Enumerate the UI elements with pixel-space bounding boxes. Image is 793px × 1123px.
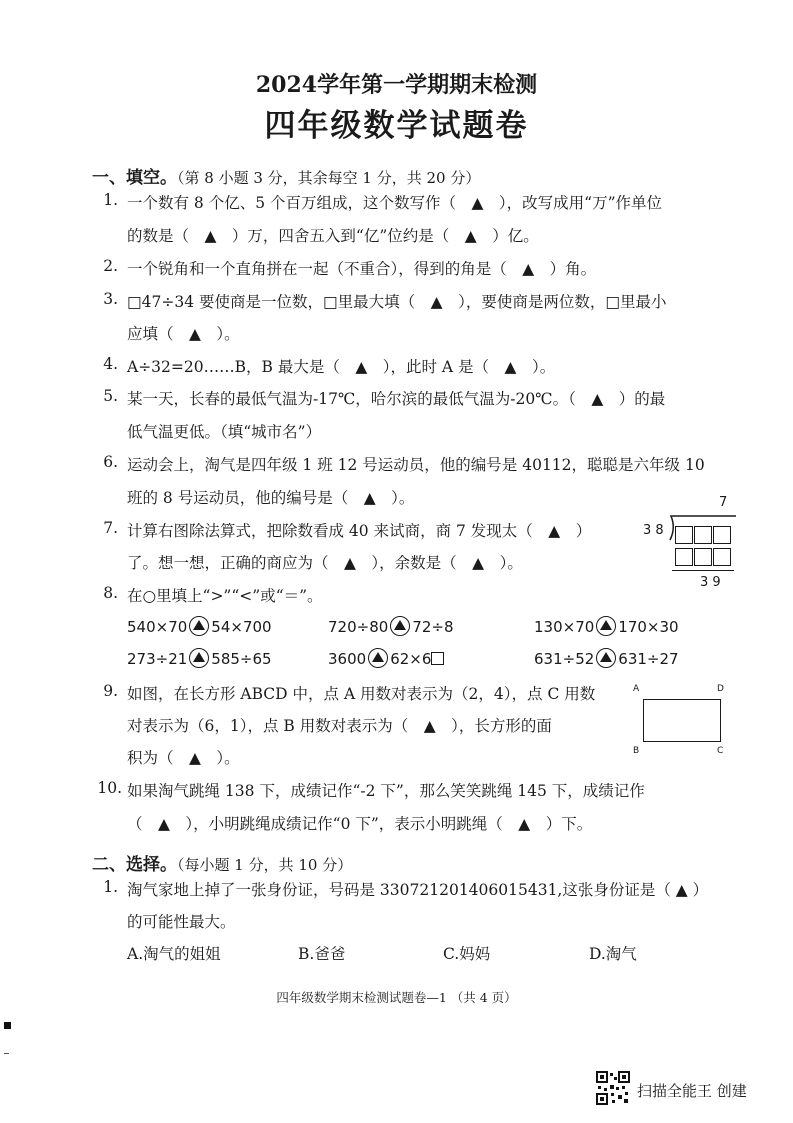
exam-subtitle: 四年级数学试题卷 <box>264 108 529 144</box>
q4-number: 4. <box>103 355 118 373</box>
q6-line1: 运动会上，淘气是四年级 1 班 12 号运动员，他的编号是 40112，聪聪是六年级 10 <box>127 456 705 474</box>
q9-line1: 如图，在长方形 ABCD 中，点 A 用数对表示为（2，4），点 C 用数 <box>127 685 596 703</box>
division-divisor: 3 8 <box>643 523 664 538</box>
point-d-label: D <box>717 684 724 694</box>
division-box <box>713 548 731 566</box>
answer-circle-icon[interactable] <box>596 648 616 668</box>
q1-line1: 一个数有 8 个亿、5 个百万组成，这个数写作（ ▲ ），改写成用“万”作单位 <box>127 194 663 212</box>
division-box <box>694 548 712 566</box>
q9-line2: 对表示为（6，1），点 B 用数对表示为（ ▲ ），长方形的面 <box>127 717 552 735</box>
exam-title: 2024学年第一学期期末检测 <box>255 72 538 98</box>
division-box <box>675 526 693 544</box>
q6-line2: 班的 8 号运动员，他的编号是（ ▲ ）。 <box>127 489 415 507</box>
compare-right: 170×30 <box>618 618 679 636</box>
option-d[interactable]: D.淘气 <box>589 945 637 963</box>
q9-line3: 积为（ ▲ ）。 <box>127 749 240 767</box>
compare-left: 720÷80 <box>328 618 389 636</box>
q4-line1: A÷32=20……B，B 最大是（ ▲ ），此时 A 是（ ▲ ）。 <box>127 358 556 376</box>
qr-code-icon <box>596 1071 630 1105</box>
option-a[interactable]: A.淘气的姐姐 <box>127 945 221 963</box>
section2-heading <box>92 850 352 875</box>
compare-item <box>534 616 679 636</box>
rectangle-abcd <box>643 699 721 742</box>
q10-line2: （ ▲ ），小明跳绳成绩记作“0 下”，表示小明跳绳（ ▲ ）下。 <box>127 815 593 833</box>
q5-line1: 某一天，长春的最低气温为-17℃，哈尔滨的最低气温为-20℃。（ ▲ ）的最 <box>127 390 666 408</box>
q1-number: 1. <box>103 191 118 209</box>
compare-right: 631÷27 <box>618 650 679 668</box>
s2-q1-number: 1. <box>103 878 118 896</box>
scan-mark <box>4 1053 9 1054</box>
answer-circle-icon[interactable] <box>189 616 209 636</box>
section1-note: （第 8 小题 3 分，其余每空 1 分，共 20 分） <box>177 169 481 187</box>
compare-item <box>127 648 272 668</box>
q7-line1: 计算右图除法算式，把除数看成 40 来试商，商 7 发现太（ ▲ ） <box>127 522 592 540</box>
q10-number: 10. <box>97 779 122 797</box>
compare-left: 130×70 <box>534 618 595 636</box>
division-rule <box>672 570 734 571</box>
answer-circle-icon[interactable] <box>368 648 388 668</box>
section2-note: （每小题 1 分，共 10 分） <box>177 856 353 874</box>
answer-circle-icon[interactable] <box>189 648 209 668</box>
q8-line1: 在○里填上“>”“<”或“＝”。 <box>127 587 323 605</box>
q7-line2: 了。想一想，正确的商应为（ ▲ ），余数是（ ▲ ）。 <box>127 554 523 572</box>
q1-line2: 的数是（ ▲ ）万，四舍五入到“亿”位约是（ ▲ ）亿。 <box>127 227 539 245</box>
scanner-brand: 扫描全能王 创建 <box>637 1082 747 1100</box>
compare-left: 3600 <box>328 650 367 668</box>
s2-q1-line2: 的可能性最大。 <box>127 913 236 931</box>
scan-mark <box>4 1022 11 1029</box>
division-box <box>675 548 693 566</box>
q2-line1: 一个锐角和一个直角拼在一起（不重合），得到的角是（ ▲ ）角。 <box>127 260 597 278</box>
compare-left: 273÷21 <box>127 650 188 668</box>
compare-left: 540×70 <box>127 618 188 636</box>
point-a-label: A <box>633 684 640 694</box>
option-c[interactable]: C.妈妈 <box>443 945 491 963</box>
q5-line2: 低气温更低。（填“城市名”） <box>127 423 322 441</box>
q5-number: 5. <box>103 387 118 405</box>
compare-item <box>534 648 679 668</box>
section1-title: 一、填空。 <box>92 168 177 188</box>
blank-square-icon[interactable] <box>431 652 444 665</box>
q9-number: 9. <box>103 682 118 700</box>
compare-right: 585÷65 <box>211 650 272 668</box>
compare-item <box>328 648 444 668</box>
division-quotient: 7 <box>719 495 728 510</box>
point-c-label: C <box>717 746 724 756</box>
compare-right: 62×6 <box>390 650 432 668</box>
q7-number: 7. <box>103 519 118 537</box>
compare-right: 54×700 <box>211 618 272 636</box>
section1-heading <box>92 163 480 188</box>
division-box <box>713 526 731 544</box>
page-footer: 四年级数学期末检测试题卷—1 （共 4 页） <box>276 990 517 1005</box>
compare-item <box>127 616 272 636</box>
answer-circle-icon[interactable] <box>390 616 410 636</box>
section2-title: 二、选择。 <box>92 855 177 875</box>
q2-number: 2. <box>103 257 118 275</box>
q3-line1: □47÷34 要使商是一位数，□里最大填（ ▲ ），要使商是两位数，□里最小 <box>127 293 667 311</box>
answer-circle-icon[interactable] <box>596 616 616 636</box>
compare-right: 72÷8 <box>412 618 454 636</box>
q8-number: 8. <box>103 584 118 602</box>
q6-number: 6. <box>103 453 118 471</box>
point-b-label: B <box>633 746 640 756</box>
division-box <box>694 526 712 544</box>
division-remainder: 3 9 <box>700 575 721 590</box>
compare-left: 631÷52 <box>534 650 595 668</box>
s2-q1-line1: 淘气家地上掉了一张身份证，号码是 330721201406015431,这张身份证是（ ▲ ） <box>127 881 709 899</box>
q10-line1: 如果淘气跳绳 138 下，成绩记作“-2 下”，那么笑笑跳绳 145 下，成绩记作 <box>127 782 645 800</box>
q3-line2: 应填（ ▲ ）。 <box>127 325 240 343</box>
compare-item <box>328 616 454 636</box>
option-b[interactable]: B.爸爸 <box>298 945 346 963</box>
q3-number: 3. <box>103 290 118 308</box>
